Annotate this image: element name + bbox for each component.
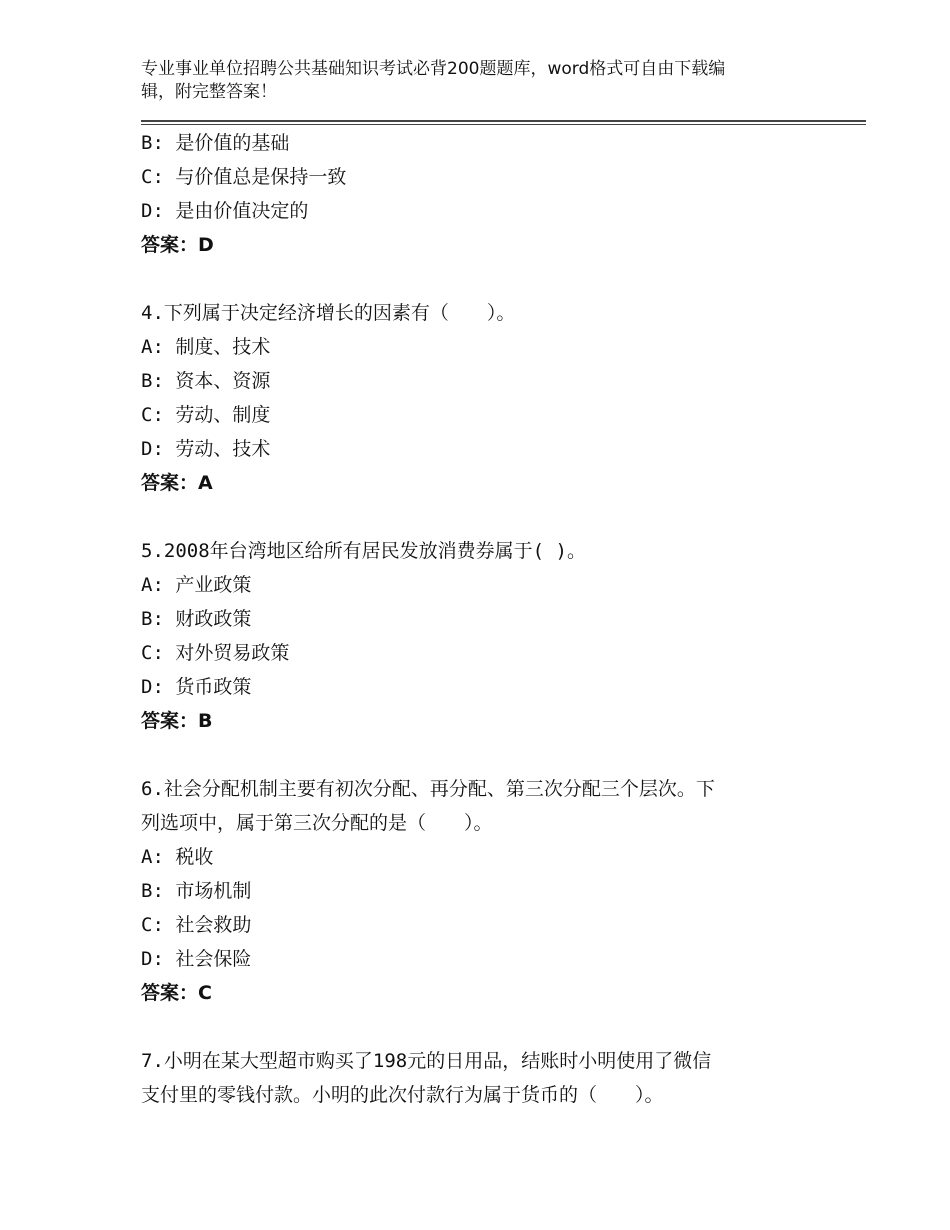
question-text: 4.下列属于决定经济增长的因素有（ ）。 bbox=[141, 302, 516, 324]
question-text-line-2: 列选项中，属于第三次分配的是（ ）。 bbox=[141, 812, 493, 834]
question-7 bbox=[141, 1044, 821, 1112]
spacer bbox=[141, 500, 821, 534]
question-text-line-1: 7.小明在某大型超市购买了198元的日用品，结账时小明使用了微信 bbox=[141, 1050, 712, 1072]
header-title-line-1: 专业事业单位招聘公共基础知识考试必背200题题库，word格式可自由下载编 bbox=[141, 59, 726, 79]
option-d: D: 社会保险 bbox=[141, 948, 252, 970]
question-5 bbox=[141, 534, 821, 738]
option-c: C: 劳动、制度 bbox=[141, 404, 271, 426]
answer: 答案：D bbox=[141, 234, 214, 256]
option-c: C: 对外贸易政策 bbox=[141, 642, 290, 664]
option-b: B: 是价值的基础 bbox=[141, 132, 290, 154]
question-text-line-1: 6.社会分配机制主要有初次分配、再分配、第三次分配三个层次。下 bbox=[141, 778, 715, 800]
page-header bbox=[141, 58, 801, 104]
question-text-line-2: 支付里的零钱付款。小明的此次付款行为属于货币的（ ）。 bbox=[141, 1084, 664, 1106]
question-6 bbox=[141, 772, 821, 1010]
spacer bbox=[141, 262, 821, 296]
header-divider-thin bbox=[141, 124, 866, 125]
option-b: B: 财政政策 bbox=[141, 608, 252, 630]
question-3 bbox=[141, 126, 821, 262]
option-c: C: 社会救助 bbox=[141, 914, 252, 936]
answer: 答案：A bbox=[141, 472, 213, 494]
answer: 答案：C bbox=[141, 982, 212, 1004]
question-text: 5.2008年台湾地区给所有居民发放消费券属于( )。 bbox=[141, 540, 586, 562]
option-d: D: 货币政策 bbox=[141, 676, 252, 698]
option-c: C: 与价值总是保持一致 bbox=[141, 166, 347, 188]
spacer bbox=[141, 1010, 821, 1044]
question-4 bbox=[141, 296, 821, 500]
answer: 答案：B bbox=[141, 710, 213, 732]
header-title-line-2: 辑，附完整答案！ bbox=[141, 82, 277, 102]
question-list bbox=[141, 126, 821, 1112]
spacer bbox=[141, 738, 821, 772]
option-a: A: 税收 bbox=[141, 846, 214, 868]
option-b: B: 市场机制 bbox=[141, 880, 252, 902]
header-divider-thick bbox=[141, 120, 866, 122]
option-a: A: 产业政策 bbox=[141, 574, 252, 596]
option-d: D: 是由价值决定的 bbox=[141, 200, 309, 222]
option-b: B: 资本、资源 bbox=[141, 370, 271, 392]
option-a: A: 制度、技术 bbox=[141, 336, 271, 358]
option-d: D: 劳动、技术 bbox=[141, 438, 271, 460]
